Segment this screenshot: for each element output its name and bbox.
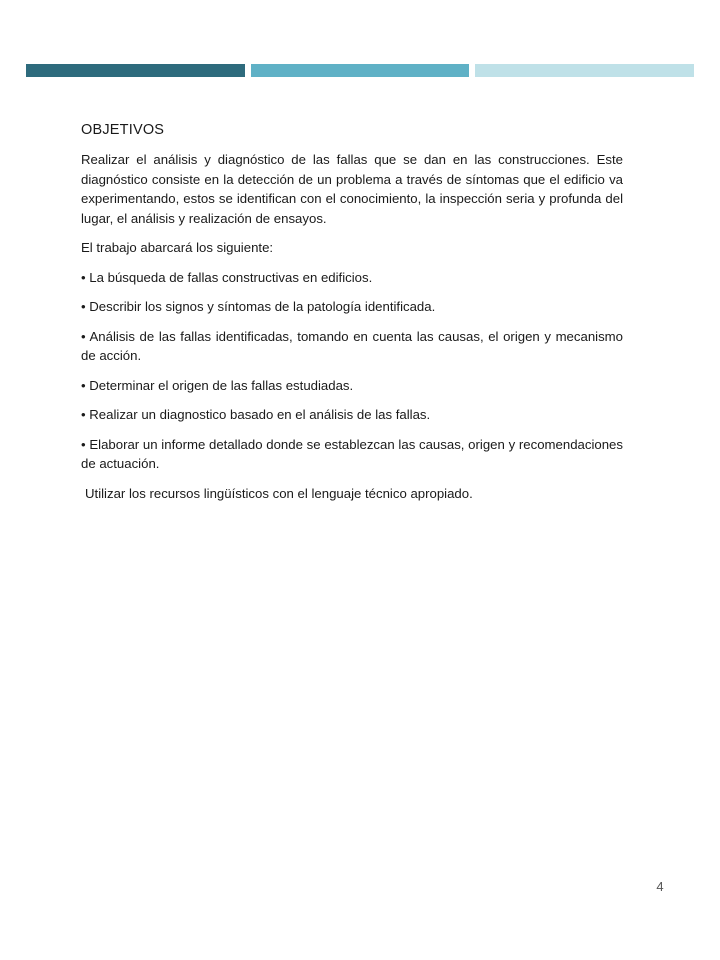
closing-paragraph: Utilizar los recursos lingüísticos con el lenguaje técnico apropiado. — [85, 485, 473, 501]
header-decoration-bars — [26, 64, 694, 77]
header-bar-dark — [26, 64, 245, 77]
header-bar-light — [475, 64, 694, 77]
section-heading: OBJETIVOS — [81, 122, 165, 138]
bullet-item: • Determinar el origen de las fallas estudiadas. — [81, 377, 354, 393]
bullet-item: • Análisis de las fallas identificadas, tomando en cuenta las causas, el origen y mecanismo de acción. — [81, 328, 623, 363]
scope-intro: El trabajo abarcará los siguiente: — [81, 240, 274, 255]
header-bar-medium — [251, 64, 469, 77]
intro-paragraph: Realizar el análisis y diagnóstico de las fallas que se dan en las construcciones. Este diagnóstico consiste en la detección de un problema a través de síntomas que el edificio va experimentando, estos se identifican con el conocimiento, la inspección seria y profunda del lugar, el análisis y realización de ensayos. — [81, 152, 623, 226]
bullet-item: • Elaborar un informe detallado donde se establezcan las causas, origen y recomendaciones de actuación. — [81, 436, 623, 471]
bullet-item: • Realizar un diagnostico basado en el análisis de las fallas. — [81, 407, 431, 422]
bullet-item: • La búsqueda de fallas constructivas en edificios. — [81, 269, 373, 285]
bullet-item: • Describir los signos y síntomas de la patología identificada. — [81, 299, 436, 314]
page-number: 4 — [656, 879, 664, 894]
document-body — [81, 122, 623, 503]
